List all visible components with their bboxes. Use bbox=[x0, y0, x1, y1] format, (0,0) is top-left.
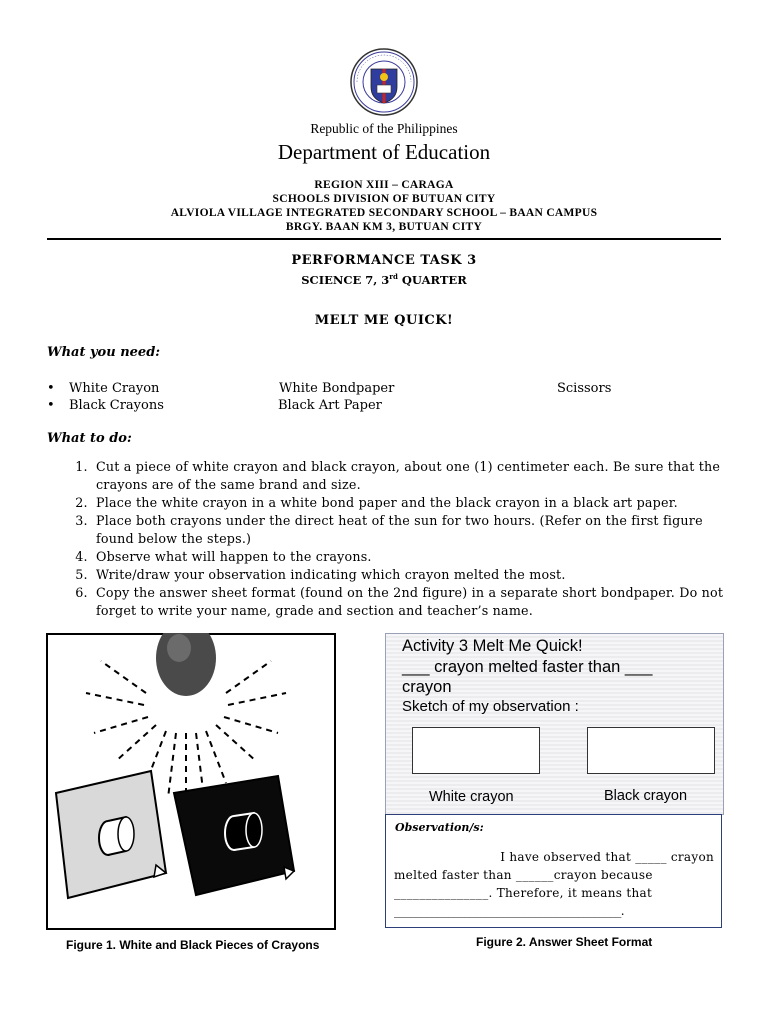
procedure-list bbox=[47, 458, 725, 620]
school-line: ALVIOLA VILLAGE INTEGRATED SECONDARY SCHOOL – BAAN CAMPUS bbox=[170, 207, 598, 219]
sketch-box-black bbox=[587, 727, 715, 774]
material-item: White Crayon bbox=[69, 381, 160, 396]
address-line: BRGY. BAAN KM 3, BUTUAN CITY bbox=[285, 221, 483, 233]
department-title: Department of Education bbox=[277, 140, 491, 164]
label-white-crayon: White crayon bbox=[429, 789, 514, 805]
material-item: White Bondpaper bbox=[279, 381, 395, 396]
procedure-step: 3. Place both crayons under the direct heat of the sun for two hours. (Refer on the first figure found below the steps.) bbox=[92, 512, 725, 548]
procedure-step: 6. Copy the answer sheet format (found on the 2nd figure) in a separate short bondpaper. Do not forget to write your name, grade and section and teacher’s name. bbox=[92, 584, 725, 620]
figure-2-panel bbox=[385, 633, 724, 815]
division-line: SCHOOLS DIVISION OF BUTUAN CITY bbox=[272, 193, 496, 205]
task-title: PERFORMANCE TASK 3 bbox=[291, 253, 477, 268]
materials-heading: What you need: bbox=[47, 345, 161, 360]
fig2-line4: Sketch of my observation : bbox=[402, 698, 579, 715]
label-black-crayon: Black crayon bbox=[604, 788, 688, 804]
subject-line: SCIENCE 7, 3rd QUARTER bbox=[301, 272, 467, 287]
procedure-step: 2. Place the white crayon in a white bond paper and the black crayon in a black art paper. bbox=[92, 494, 725, 512]
activity-title: MELT ME QUICK! bbox=[314, 313, 454, 328]
material-item: Black Art Paper bbox=[278, 398, 382, 413]
region-line: REGION XIII – CARAGA bbox=[314, 179, 454, 191]
figure-2-caption: Figure 2. Answer Sheet Format bbox=[476, 935, 653, 949]
material-item: • bbox=[47, 398, 55, 413]
fig2-line2: ___ crayon melted faster than ___ bbox=[402, 658, 653, 676]
republic-line: Republic of the Philippines bbox=[310, 121, 458, 136]
procedure-step: 5. Write/draw your observation indicating which crayon melted the most. bbox=[92, 566, 725, 584]
fig2-title: Activity 3 Melt Me Quick! bbox=[402, 637, 583, 655]
deped-seal bbox=[349, 47, 419, 117]
header-divider bbox=[47, 238, 721, 240]
sketch-box-white bbox=[412, 727, 540, 774]
observation-heading: Observation/s: bbox=[395, 821, 484, 834]
observation-line: _______________. Therefore, it means that bbox=[394, 886, 653, 900]
procedure-heading: What to do: bbox=[47, 431, 132, 446]
procedure-step: 1. Cut a piece of white crayon and black crayon, about one (1) centimeter each. Be sure that the crayons are of the same brand and size. bbox=[92, 458, 725, 494]
material-item: Black Crayons bbox=[69, 398, 164, 413]
observation-line: I have observed that _____ crayon bbox=[500, 850, 714, 864]
procedure-step: 4. Observe what will happen to the crayons. bbox=[92, 548, 725, 566]
material-item: • bbox=[47, 381, 55, 396]
observation-line: melted faster than ______crayon because bbox=[394, 868, 653, 882]
observation-box bbox=[385, 814, 722, 928]
figure-1-image bbox=[46, 633, 336, 930]
figure-1-caption: Figure 1. White and Black Pieces of Crayons bbox=[66, 938, 320, 952]
observation-line: __________________________________________. bbox=[394, 904, 625, 918]
fig2-line3: crayon bbox=[402, 678, 452, 696]
material-item: Scissors bbox=[557, 381, 612, 396]
